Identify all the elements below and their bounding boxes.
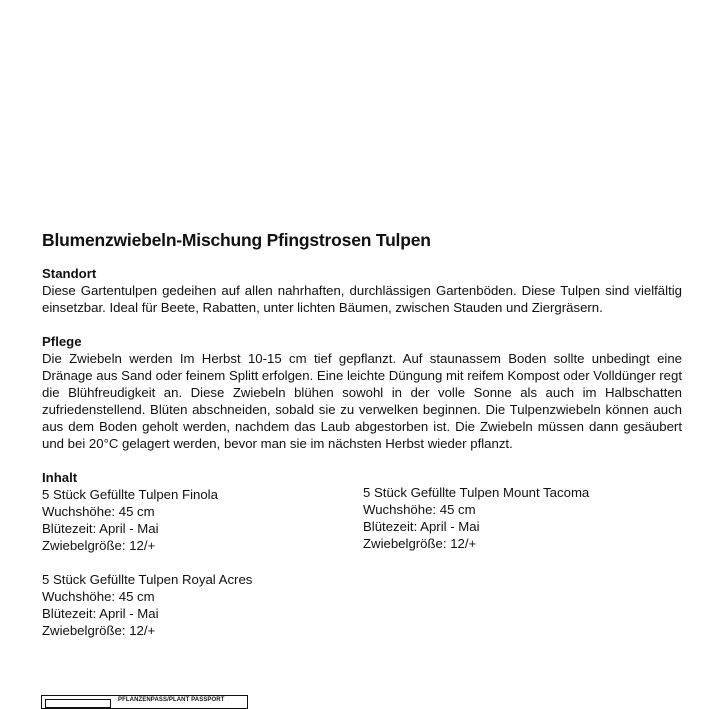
standort-heading: Standort <box>42 266 97 281</box>
pflege-section <box>42 333 682 452</box>
pflege-text: Die Zwiebeln werden Im Herbst 10-15 cm tief gepflanzt. Auf staunassem Boden sollte unbedingt eine Dränage aus Sand oder feinem Splitt erfolgen. Eine leichte Düngung mit reifem Kompost oder Volldünger regt die Blühfreudigkeit an. Diese Zwiebeln blühen sowohl in der volle Sonne als auch im Halbschatten zufriedenstellend. Blüten abschneiden, sobald sie zu verwelken beginnen. Die Tulpenzwiebeln können auch aus dem Boden geholt werden, nachdem das Laub abgestorben ist. Die Zwiebeln müssen dann gesäubert und bei 20°C gelagert werden, bevor man sie im nächsten Herbst wieder pflanzt. <box>42 351 682 451</box>
standort-text: Diese Gartentulpen gedeihen auf allen nahrhaften, durchlässigen Gartenböden. Diese Tulpen sind vielfältig einsetzbar. Ideal für Beete, Rabatten, unter lichten Bäumen, zwischen Stauden und Ziergräsern. <box>42 283 682 315</box>
item-height: Wuchshöhe: 45 cm <box>42 589 155 604</box>
inhalt-heading: Inhalt <box>42 470 78 485</box>
item-height: Wuchshöhe: 45 cm <box>42 504 155 519</box>
item-bloom: Blütezeit: April - Mai <box>42 521 159 536</box>
inhalt-item-royal-acres <box>42 571 252 639</box>
pflege-heading: Pflege <box>42 334 82 349</box>
item-bloom: Blütezeit: April - Mai <box>363 519 480 534</box>
inhalt-item-finola <box>42 486 218 554</box>
item-name: 5 Stück Gefüllte Tulpen Royal Acres <box>42 572 253 587</box>
item-height: Wuchshöhe: 45 cm <box>363 502 476 517</box>
item-bloom: Blütezeit: April - Mai <box>42 606 159 621</box>
plant-passport-box <box>41 695 248 709</box>
inhalt-item-mount-tacoma <box>363 484 589 552</box>
item-name: 5 Stück Gefüllte Tulpen Mount Tacoma <box>363 485 590 500</box>
item-size: Zwiebelgröße: 12/+ <box>42 623 156 638</box>
page-title: Blumenzwiebeln-Mischung Pfingstrosen Tulpen <box>42 230 431 250</box>
standort-section <box>42 265 682 316</box>
item-size: Zwiebelgröße: 12/+ <box>42 538 156 553</box>
item-size: Zwiebelgröße: 12/+ <box>363 536 477 551</box>
plant-passport-label: PFLANZENPASS/PLANT PASSPORT <box>118 697 225 703</box>
item-name: 5 Stück Gefüllte Tulpen Finola <box>42 487 218 502</box>
